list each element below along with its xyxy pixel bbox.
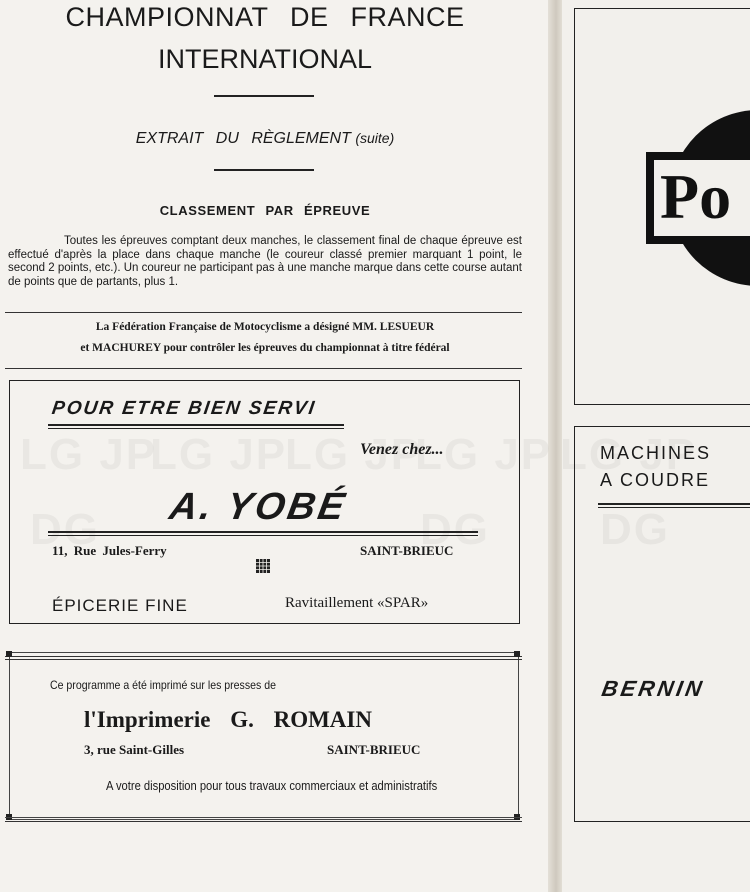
brand-logo-text: Po (660, 161, 732, 232)
ad-yobe-ravitaillement: Ravitaillement «SPAR» (285, 595, 429, 611)
rules-paragraph: Toutes les épreuves comptant deux manches, le classement final de chaque épreuve est effectué d'après la place dans chaque manche (le coureur classé premier marquant 1 point, le second 2 points, etc.). Un coureur ne participant pas à une manche marque dans cette course autant de points que de partants, plus 1. (8, 235, 522, 288)
title-divider (214, 95, 314, 97)
ad-yobe-address: 11, Rue Jules-Ferry (52, 543, 167, 558)
grid-ornament-icon (256, 559, 270, 573)
extrait-divider (214, 169, 314, 171)
ffm-line1: La Fédération Française de Motocyclisme a désigné MM. LESUEUR (95, 321, 435, 333)
extrait-suite: (suite) (355, 130, 395, 146)
ad-imprimerie-dispo: A votre disposition pour tous travaux commerciaux et administratifs (106, 778, 438, 793)
machines-line1: MACHINES (600, 443, 712, 463)
name-double-rule (48, 531, 478, 536)
title-line2: INTERNATIONAL (157, 44, 373, 74)
imprimerie-bottom-rule (5, 817, 522, 818)
ad-imprimerie-address: 3, rue Saint-Gilles (84, 742, 185, 757)
slogan-double-rule (48, 424, 344, 429)
ad-imprimerie-city: SAINT-BRIEUC (327, 742, 421, 757)
extrait-text: EXTRAIT DU RÈGLEMENT (135, 130, 351, 147)
bernina-brand: BERNIN (599, 676, 707, 701)
ad-yobe-epicerie: ÉPICERIE FINE (52, 596, 188, 615)
ffm-bottom-rule (5, 368, 522, 369)
machines-line2: A COUDRE (600, 470, 711, 490)
ffm-line2: et MACHUREY pour contrôler les épreuves du championnat à titre fédéral (80, 342, 450, 354)
machines-heading (600, 440, 711, 494)
section-heading: CLASSEMENT PAR ÉPREUVE (159, 203, 371, 218)
ad-imprimerie-name: l'Imprimerie G. ROMAIN (84, 707, 372, 732)
ad-yobe-city: SAINT-BRIEUC (360, 543, 454, 558)
imprimerie-top-rule (5, 656, 522, 657)
ad-yobe-name: A. YOBÉ (166, 486, 351, 528)
imprimerie-bottom-rule2 (5, 821, 522, 822)
machines-double-rule (598, 503, 750, 508)
corner-ornament-icon (6, 651, 12, 657)
extrait-heading (0, 130, 530, 148)
ad-yobe-slogan: POUR ETRE BIEN SERVI (50, 398, 318, 419)
ad-yobe-venez: Venez chez... (360, 441, 444, 458)
ad-imprimerie-printed-by: Ce programme a été imprimé sur les presses de (50, 678, 276, 692)
imprimerie-top-rule2 (5, 659, 522, 660)
ffm-top-rule (5, 312, 522, 313)
corner-ornament-icon (514, 651, 520, 657)
title-line1: CHAMPIONNAT DE FRANCE (65, 2, 465, 32)
